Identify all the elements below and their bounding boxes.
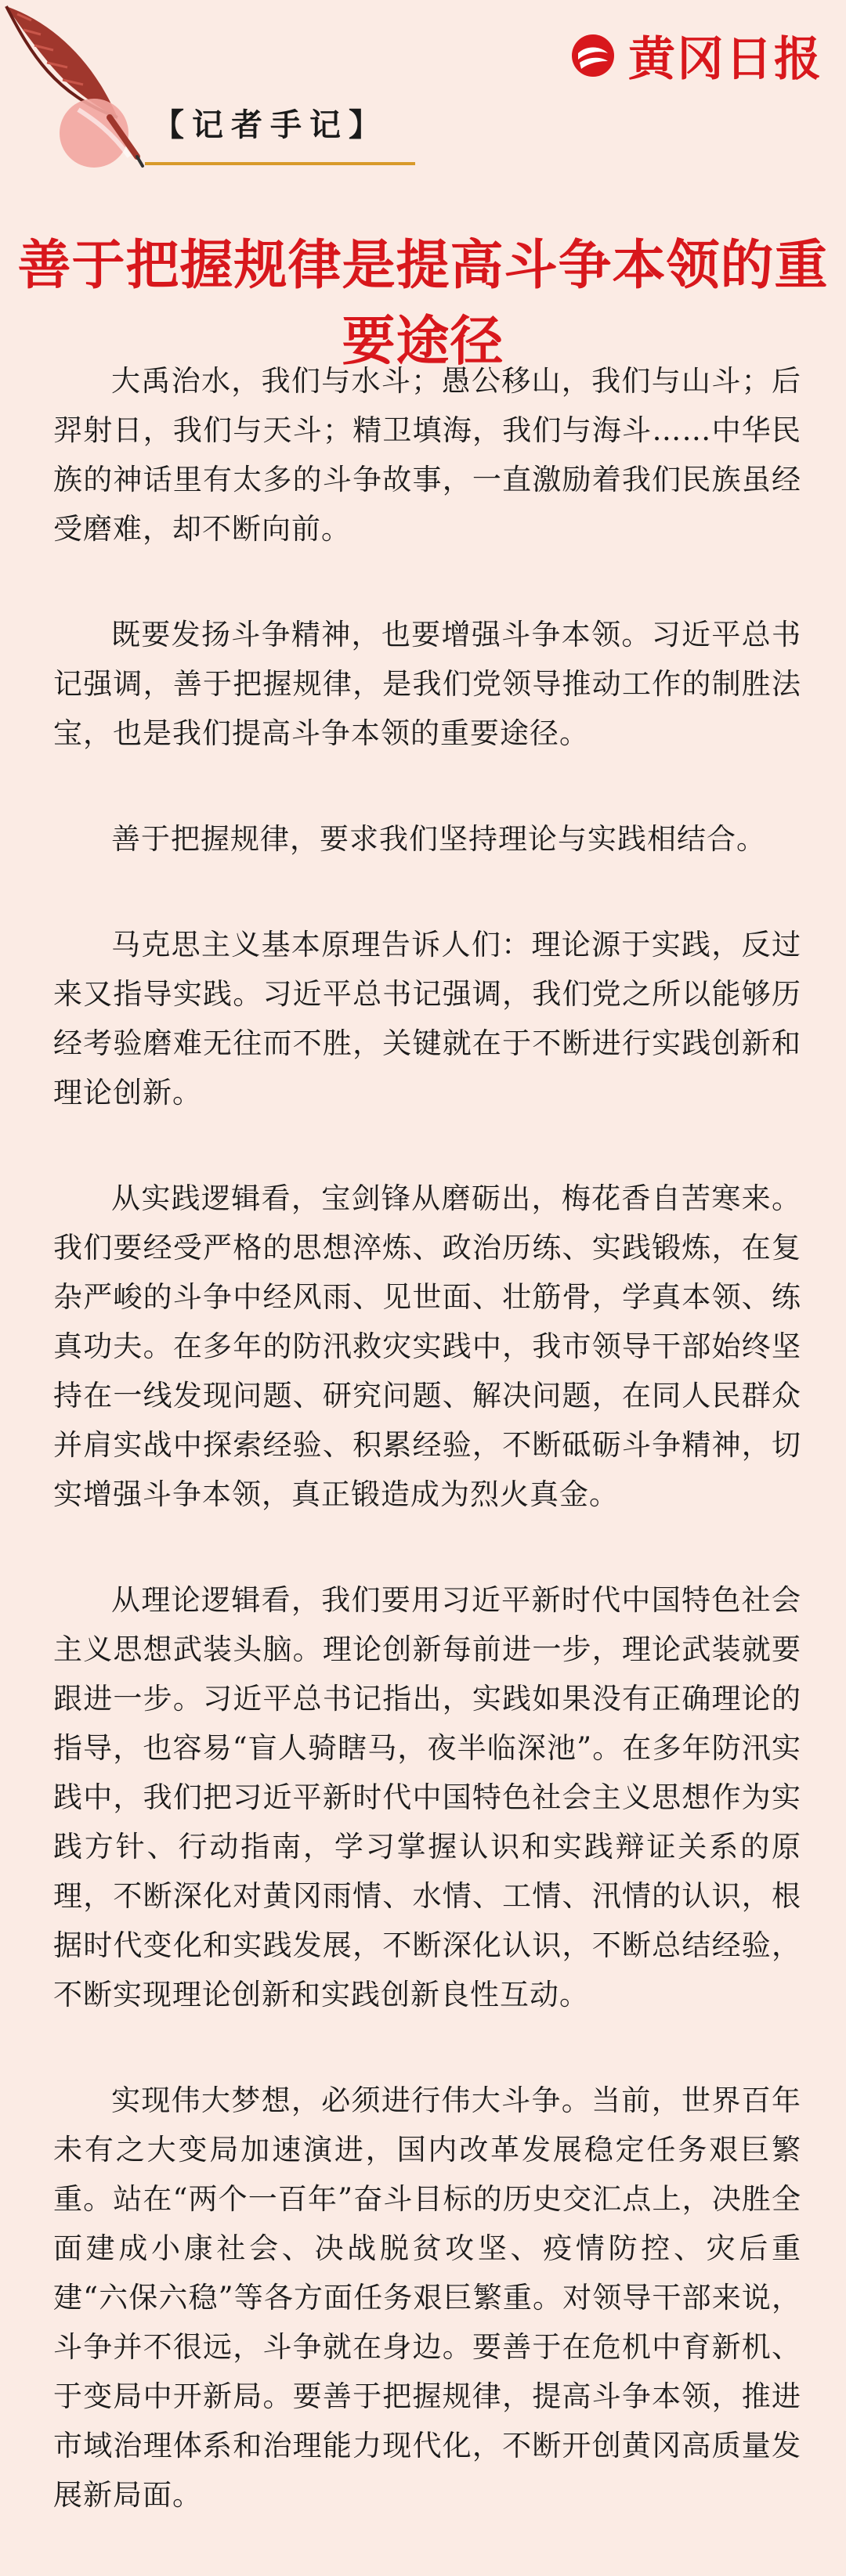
- masthead: [569, 22, 822, 89]
- paragraph-2: 既要发扬斗争精神，也要增强斗争本领。习近平总书记强调，善于把握规律，是我们党领导推动工作的制胜法宝，也是我们提高斗争本领的重要途径。: [53, 618, 801, 750]
- quill-pen-icon: [0, 0, 157, 180]
- paragraph-4: 马克思主义基本原理告诉人们：理论源于实践，反过来又指导实践。习近平总书记强调，我们党之所以能够历经考验磨难无往而不胜，关键就在于不断进行实践创新和理论创新。: [53, 928, 801, 1109]
- paragraph-3: 善于把握规律，要求我们坚持理论与实践相结合。: [111, 822, 766, 856]
- headline: 善于把握规律是提高斗争本领的重要途径: [17, 235, 829, 373]
- paragraph-7: 实现伟大梦想，必须进行伟大斗争。当前，世界百年未有之大变局加速演进，国内改革发展稳定任务艰巨繁重。站在“两个一百年”奋斗目标的历史交汇点上，决胜全面建成小康社会、决战脱贫攻坚、疫情防控、灾后重建“六保六稳”等各方面任务艰巨繁重。对领导干部来说，斗争并不很远，斗争就在身边。要善于在危机中育新机、于变局中开新局。要善于把握规律，提高斗争本领，推进市域治理体系和治理能力现代化，不断开创黄冈高质量发展新局面。: [53, 2084, 801, 2512]
- header: [0, 0, 846, 188]
- newspaper-logo-icon: [569, 31, 617, 80]
- article-body: [53, 356, 801, 2576]
- column-tag: 【记者手记】: [153, 106, 388, 143]
- paragraph-6: 从理论逻辑看，我们要用习近平新时代中国特色社会主义思想武装头脑。理论创新每前进一步，理论武装就要跟进一步。习近平总书记指出，实践如果没有正确理论的指导，也容易“盲人骑瞎马，夜半临深池”。在多年防汛实践中，我们把习近平新时代中国特色社会主义思想作为实践方针、行动指南，学习掌握认识和实践辩证关系的原理，不断深化对黄冈雨情、水情、工情、汛情的认识，根据时代变化和实践发展，不断深化认识，不断总结经验，不断实现理论创新和实践创新良性互动。: [53, 1583, 801, 2011]
- paragraph-1: 大禹治水，我们与水斗；愚公移山，我们与山斗；后羿射日，我们与天斗；精卫填海，我们与海斗……中华民族的神话里有太多的斗争故事，一直激励着我们民族虽经受磨难，却不断向前。: [53, 364, 801, 546]
- paragraph-5: 从实践逻辑看，宝剑锋从磨砺出，梅花香自苦寒来。我们要经受严格的思想淬炼、政治历练、实践锻炼，在复杂严峻的斗争中经风雨、见世面、壮筋骨，学真本领、练真功夫。在多年的防汛救灾实践中，我市领导干部始终坚持在一线发现问题、研究问题、解决问题，在同人民群众并肩实战中探索经验、积累经验，不断砥砺斗争精神，切实增强斗争本领，真正锻造成为烈火真金。: [53, 1182, 801, 1511]
- newspaper-name: 黄冈日报: [628, 32, 822, 87]
- tag-underline: [145, 162, 415, 165]
